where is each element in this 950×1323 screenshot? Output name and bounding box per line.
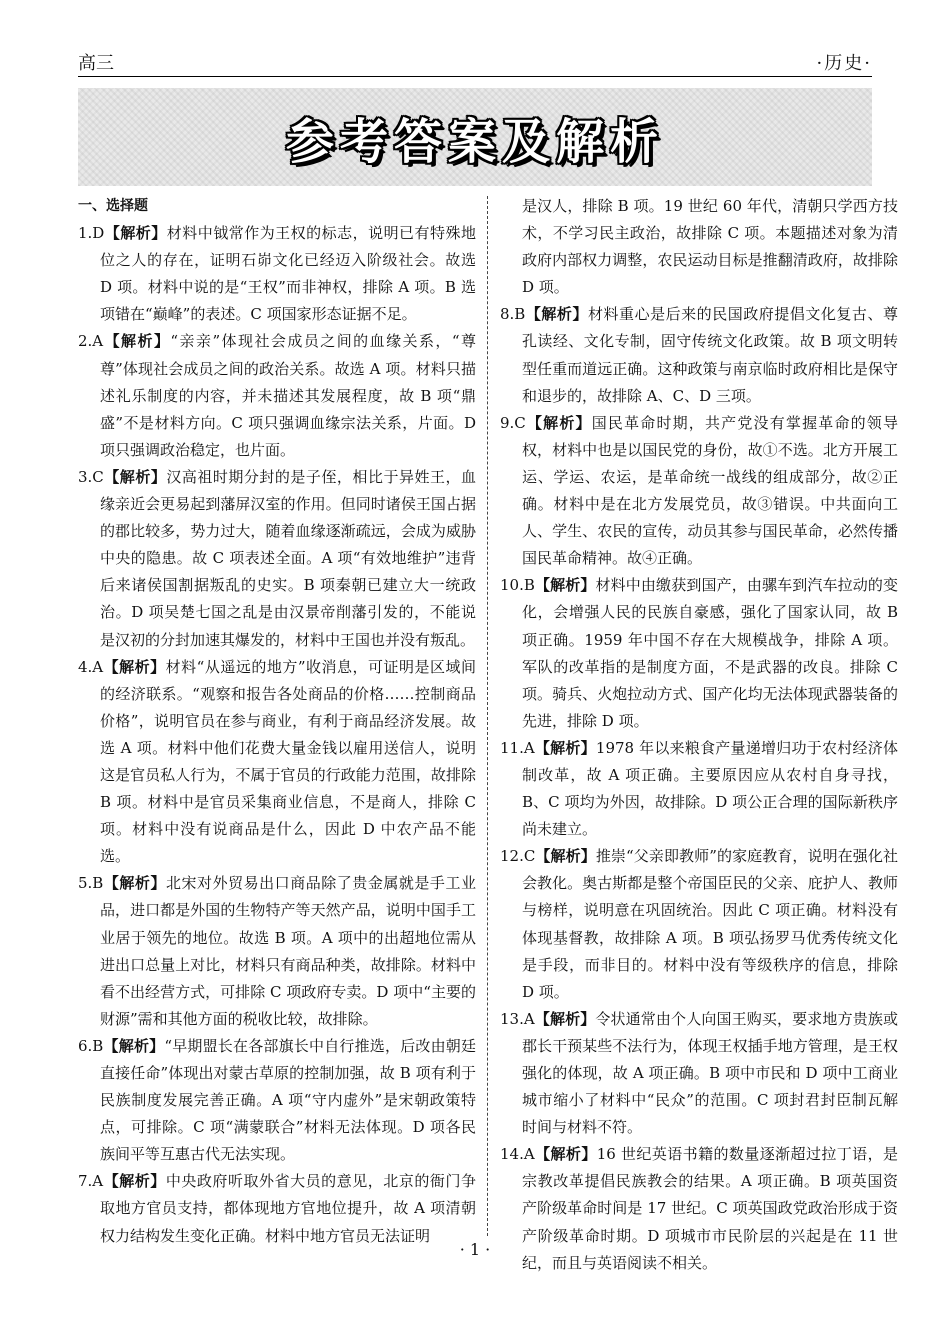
answer-item [78, 220, 476, 328]
analysis-text: 16 世纪英语书籍的数量逐渐超过拉丁语，是宗教改革提倡民族教会的结果。A 项正确。B 项英国资产阶级革命时间是 17 世纪。C 项英国政党政治形成于资产阶级革命时期。D 项城市市民阶层的兴起是在 11 世纪，而且与英语阅读不相关。 [522, 1145, 898, 1272]
answer-item [500, 1006, 898, 1141]
analysis-tag: 【解析】 [534, 738, 596, 757]
analysis-tag: 【解析】 [525, 413, 592, 432]
answer-list-right [500, 301, 898, 1276]
analysis-tag: 【解析】 [525, 305, 588, 324]
answer-number: 9.C [500, 413, 526, 432]
left-column [78, 193, 476, 1250]
analysis-tag: 【解析】 [103, 874, 166, 893]
page-title: 参考答案及解析 [285, 113, 664, 170]
analysis-text: 汉高祖时期分封的是子侄，相比于异姓王，血缘亲近会更易起到藩屏汉室的作用。但同时诸侯王国占据的郡比较多，势力过大，随着血缘逐渐疏远，会成为威胁中央的隐患。故 C 项表述全面。A 项“有效地维护”违背后来诸侯国割据叛乱的史实。B 项秦朝已建立大一统政治。D 项吴楚七国之乱是由汉景帝削藩引发的，不能说是汉初的分封加速其爆发的，材料中王国也并没有叛乱。 [100, 467, 476, 649]
answer-number: 4.A [78, 657, 104, 676]
analysis-tag: 【解析】 [103, 1036, 165, 1055]
answer-number: 10.B [500, 576, 535, 595]
analysis-tag: 【解析】 [103, 1172, 166, 1191]
answer-number: 1.D [78, 224, 105, 243]
analysis-text: 材料中钺常作为王权的标志，说明已有特殊地位之人的存在，证明石峁文化已经迈入阶级社会。故选 D 项。材料中说的是“王权”而非神权，排除 A 项。B 选项错在“巅峰”的表述。C 项国家形态证据不足。 [100, 224, 476, 324]
analysis-text: 1978 年以来粮食产量递增归功于农村经济体制改革，故 A 项正确。主要原因应从农村自身寻找，B、C 项均为外因，故排除。D 项公正合理的国际新秩序尚未建立。 [522, 738, 898, 839]
analysis-text: 材料“从遥远的地方”收消息，可证明是区域间的经济联系。“观察和报告各处商品的价格……控制商品价格”，说明官员在参与商业，有利于商品经济发展。故选 A 项。材料中他们花费大量金钱以雇用送信人，说明这是官员私人行为，不属于官员的行政能力范围，故排除 B 项。材料中是官员采集商业信息，不是商人，排除 C 项。材料中没有说商品是什么，因此 D 中农产品不能选。 [100, 657, 476, 866]
subject-label: ·历史· [816, 53, 872, 74]
analysis-text: 中央政府听取外省大员的意见，北京的衙门争取地方官员支持，都体现地方官地位提升，故 A 项清朝权力结构发生变化正确。材料中地方官员无法证明 [100, 1172, 476, 1245]
answer-number: 8.B [500, 305, 526, 324]
answer-number: 5.B [78, 874, 104, 893]
answer-number: 14.A [500, 1145, 535, 1164]
title-banner [78, 88, 872, 186]
analysis-tag: 【解析】 [534, 576, 596, 595]
column-divider [487, 196, 488, 1236]
grade-label: 高三 [78, 53, 114, 74]
analysis-tag: 【解析】 [534, 1145, 597, 1164]
page-number: · 1 · [459, 1240, 491, 1259]
analysis-tag: 【解析】 [104, 224, 167, 243]
answer-number: 6.B [78, 1036, 104, 1055]
analysis-text: 国民革命时期，共产党没有掌握革命的领导权，材料中也是以国民党的身份，故①不选。北方开展工运、学运、农运，是革命统一战线的组成部分，故②正确。材料中是在北方发展党员，故③错误。中共面向工人、学生、农民的宣传，动员其参与国民革命，必然传播国民革命精神。故④正确。 [522, 413, 898, 568]
analysis-tag: 【解析】 [535, 847, 596, 866]
answer-item [78, 328, 476, 463]
answer-item [78, 464, 476, 654]
analysis-text: 材料重心是后来的民国政府提倡文化复古、尊孔读经、文化专制，固守传统文化政策。故 B 项文明转型任重而道远正确。这种政策与南京临时政府相比是保守和退步的，故排除 A、C、D 三项。 [522, 305, 898, 405]
answer-item [500, 301, 898, 409]
page-header [78, 52, 872, 77]
analysis-text: 北宋对外贸易出口商品除了贵金属就是手工业品，进口都是外国的生物特产等天然产品，说明中国手工业居于领先的地位。故选 B 项。A 项中的出超地位需从进出口总量上对比，材料只有商品种类，故排除。材料中看不出经营方式，可排除 C 项政府专卖。D 项中“主要的财源”需和其他方面的税收比较，故排除。 [100, 874, 476, 1028]
analysis-text: “亲亲”体现社会成员之间的血缘关系，“尊尊”体现社会成员之间的政治关系。故选 A 项。材料只描述礼乐制度的内容，并未描述其发展程度，故 B 项“鼎盛”不是材料方向。C 项只强调血缘宗法关系，片面。D 项只强调政治稳定，也片面。 [100, 332, 476, 459]
answer-number: 11.A [500, 738, 535, 757]
continued-text: 是汉人，排除 B 项。19 世纪 60 年代，清朝只学西方技术，不学习民主政治，故排除 C 项。本题描述对象为清政府内部权力调整，农民运动目标是推翻清政府，故排除 D 项。 [522, 197, 898, 297]
answer-item [78, 870, 476, 1033]
right-column [500, 193, 898, 1277]
analysis-tag: 【解析】 [103, 467, 167, 486]
answer-item [500, 572, 898, 735]
analysis-text: 令状通常由个人向国王购买，要求地方贵族或郡长干预某些不法行为，体现王权插手地方管理，是王权强化的体现，故 A 项正确。B 项中市民和 D 项中工商业城市缩小了材料中“民众”的范围。C 项封君封臣制瓦解时间与材料不符。 [522, 1009, 898, 1137]
analysis-tag: 【解析】 [534, 1009, 596, 1028]
analysis-text: “早期盟长在各部旗长中自行推选，后改由朝廷直接任命”体现出对蒙古草原的控制加强，故 B 项有利于民族制度发展完善正确。A 项“守内虚外”是宋朝政策特点，可排除。C 项“满蒙联合”材料无法体现。D 项各民族间平等互惠古代无法实现。 [100, 1036, 476, 1164]
answer-number: 12.C [500, 847, 536, 866]
section-title: 一、选择题 [78, 198, 148, 214]
answer-number: 2.A [78, 332, 104, 351]
answer-item [78, 1168, 476, 1249]
answer-item [500, 843, 898, 1006]
analysis-tag: 【解析】 [103, 332, 171, 351]
answer-item [78, 654, 476, 871]
answer-number: 3.C [78, 467, 104, 486]
answer-item [500, 735, 898, 843]
analysis-text: 推崇“父亲即教师”的家庭教育，说明在强化社会教化。奥古斯都是整个帝国臣民的父亲、庇护人、教师与榜样，说明意在巩固统治。因此 C 项正确。材料没有体现基督教，故排除 A 项。B 项弘扬罗马优秀传统文化是手段，而非目的。材料中没有等级秩序的信息，排除 D 项。 [522, 847, 898, 1001]
answer-item [78, 1033, 476, 1168]
analysis-text: 材料中由缴获到国产，由骡车到汽车拉动的变化，会增强人民的民族自豪感，强化了国家认同，故 B 项正确。1959 年中国不存在大规模战争，排除 A 项。军队的改革指的是制度方面，不是武器的改良。排除 C 项。骑兵、火炮拉动方式、国产化均无法体现武器装备的先进，排除 D 项。 [522, 576, 898, 730]
answer-number: 13.A [500, 1009, 535, 1028]
answer-item [500, 410, 898, 573]
answer-list-left [78, 220, 476, 1250]
answer-number: 7.A [78, 1172, 104, 1191]
analysis-tag: 【解析】 [103, 657, 166, 676]
